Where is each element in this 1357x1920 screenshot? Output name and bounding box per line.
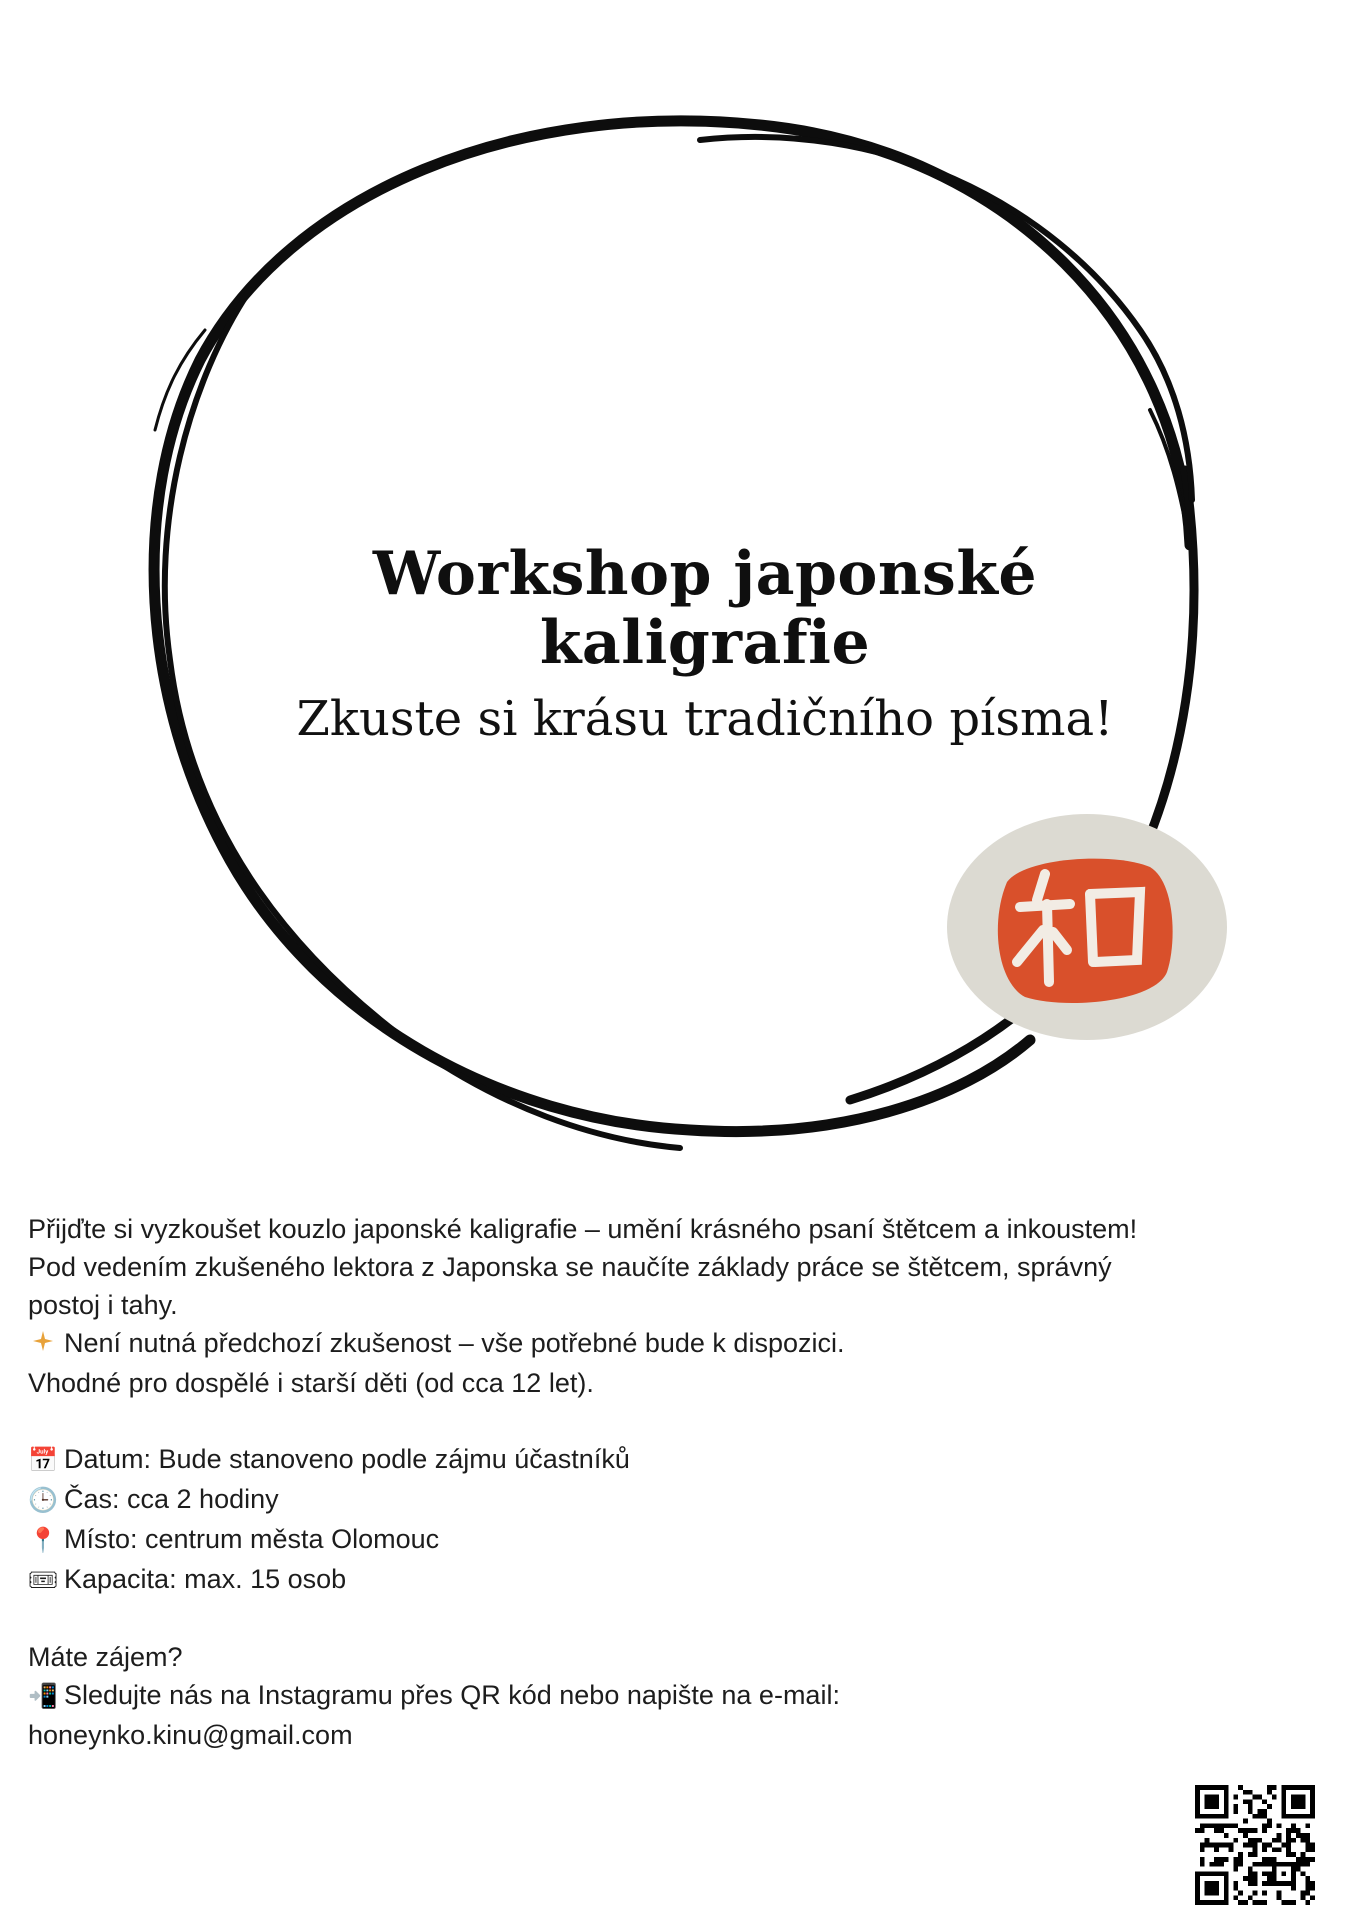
note-line	[28, 1324, 1328, 1364]
cta-line: 📲 Sledujte nás na Instagramu přes QR kód nebo napište na e-mail:	[28, 1676, 1328, 1716]
contact-email[interactable]: honeynko.kinu@gmail.com	[28, 1720, 353, 1750]
page-title: Workshop japonské kaligrafie	[372, 539, 1038, 678]
calendar-icon: 📅	[28, 1447, 58, 1474]
instagram-qr-code[interactable]	[1195, 1785, 1315, 1905]
phone-icon: 📲	[28, 1683, 58, 1710]
event-description	[28, 1210, 1328, 1754]
ticket-icon: 🎟	[28, 1567, 59, 1594]
title-block	[230, 540, 1180, 747]
clock-icon: 🕒	[28, 1487, 58, 1514]
hanko-seal-icon	[945, 812, 1230, 1042]
detail-time: 🕒 Čas: cca 2 hodiny	[28, 1480, 1328, 1520]
detail-date: 📅 Datum: Bude stanoveno podle zájmu účastníků	[28, 1440, 1328, 1480]
intro-line: Pod vedením zkušeného lektora z Japonska se naučíte základy práce se štětcem, správný	[28, 1252, 1112, 1282]
intro-line: postoj i tahy.	[28, 1290, 178, 1320]
detail-capacity: 🎟 Kapacita: max. 15 osob	[28, 1560, 1328, 1600]
note-text: Není nutná předchozí zkušenost – vše potřebné bude k dispozici.	[64, 1328, 845, 1358]
detail-place: 📍 Místo: centrum města Olomouc	[28, 1520, 1328, 1560]
cta-question: Máte zájem?	[28, 1642, 183, 1672]
sparkle-icon	[28, 1326, 58, 1364]
suitability-line: Vhodné pro dospělé i starší děti (od cca 12 let).	[28, 1368, 594, 1398]
intro-line: Přijďte si vyzkoušet kouzlo japonské kaligrafie – umění krásného psaní štětcem a inkoustem!	[28, 1214, 1138, 1244]
pin-icon: 📍	[28, 1527, 58, 1554]
page-subtitle: Zkuste si krásu tradičního písma!	[296, 691, 1114, 747]
